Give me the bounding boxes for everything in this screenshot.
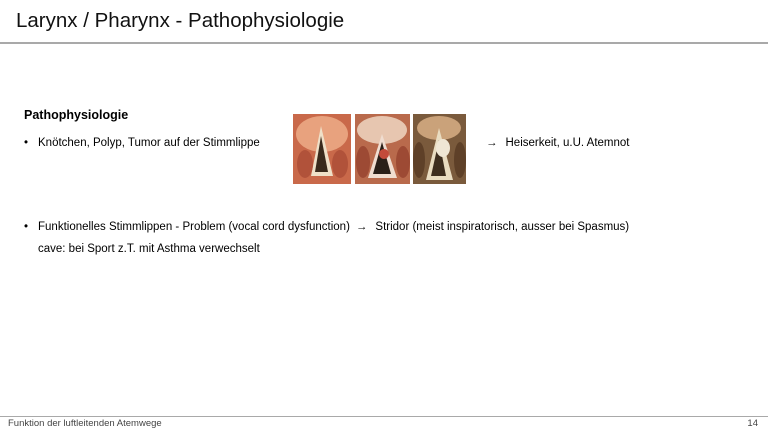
slide-title: Larynx / Pharynx - Pathophysiologie [16, 9, 345, 32]
arrow-right-icon: → [486, 137, 498, 149]
page-number: 14 [747, 418, 758, 429]
bullet-text: Funktionelles Stimmlippen - Problem (vocal cord dysfunction) [38, 221, 350, 233]
bullet-item-1 [24, 137, 260, 149]
title-divider [0, 42, 768, 44]
larynx-image-nodules [293, 114, 351, 184]
bullet-item-2 [24, 221, 629, 233]
bullet-marker: • [24, 137, 29, 149]
bullet-text: Knötchen, Polyp, Tumor auf der Stimmlippe [38, 137, 260, 149]
bullet-1-result [486, 137, 630, 149]
larynx-image-tumor [413, 114, 466, 184]
larynx-image-polyp [355, 114, 410, 184]
result-text: Stridor (meist inspiratorisch, ausser bei Spasmus) [375, 221, 630, 233]
footer-text: Funktion der luftleitenden Atemwege [8, 418, 162, 429]
result-text: Heiserkeit, u.U. Atemnot [505, 137, 630, 149]
section-heading: Pathophysiologie [24, 108, 129, 122]
bullet-2-continuation: cave: bei Sport z.T. mit Asthma verwechselt [38, 243, 260, 255]
bullet-marker: • [24, 221, 29, 233]
footer-divider [0, 416, 768, 417]
arrow-right-icon: → [355, 221, 368, 233]
